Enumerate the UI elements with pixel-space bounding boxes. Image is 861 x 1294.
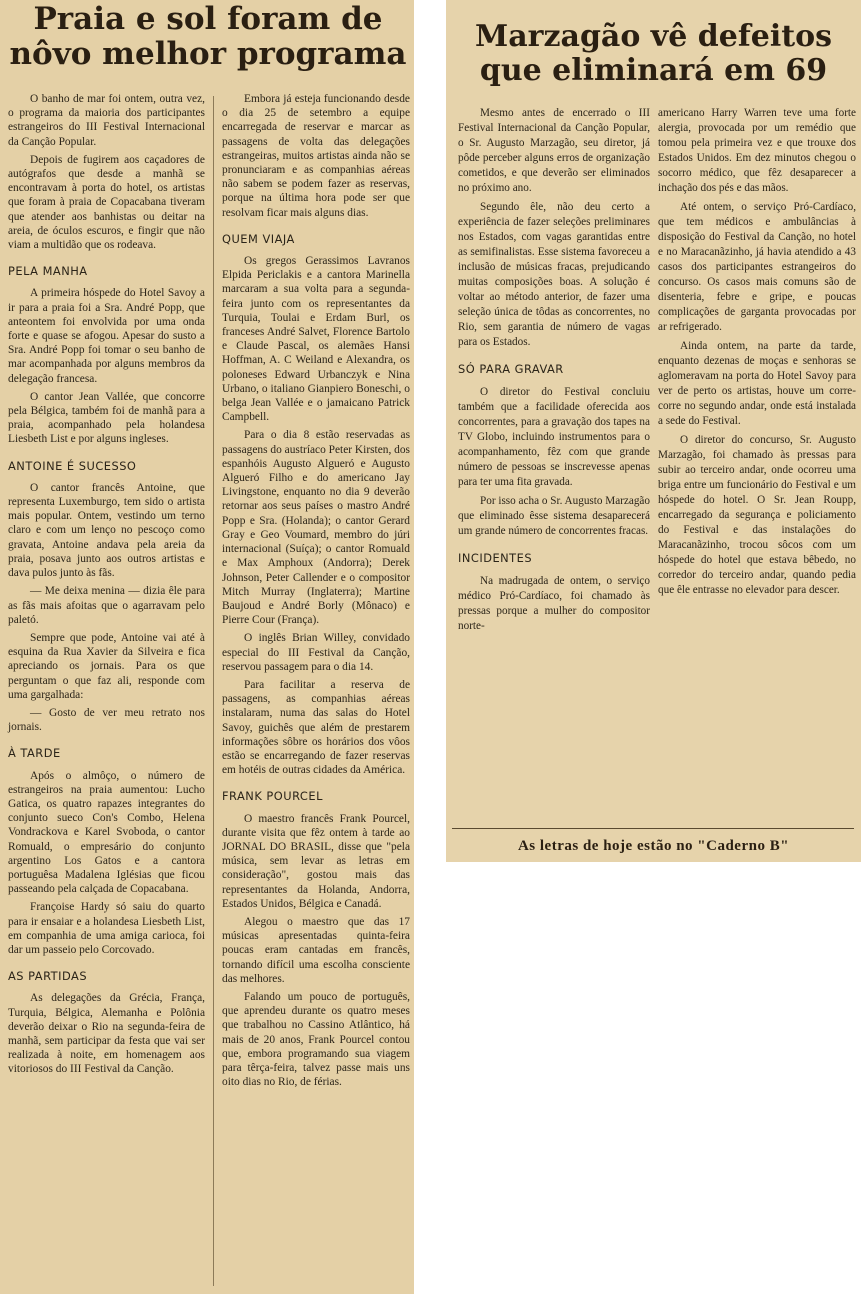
section-heading: À TARDE [8, 746, 61, 761]
left-headline [6, 2, 410, 71]
paragraph: O cantor Jean Vallée, que concorre pela Bélgica, também foi de manhã para a praia, acompanhado pela holandesa Liesbeth List e por alguns ingleses. [8, 390, 205, 446]
left-headline-line1: Praia e sol foram de [33, 1, 383, 37]
right-clipping [446, 0, 861, 862]
paragraph: Mesmo antes de encerrado o III Festival Internacional da Canção Popular, o Sr. Augusto Marzagão, seu diretor, já pôde perceber alguns erros de organização cometidos, e que deverão ser eliminados no próximo ano. [458, 107, 650, 194]
column-divider [213, 96, 214, 1286]
left-headline-line2: nôvo melhor programa [9, 35, 407, 72]
paragraph: Françoise Hardy só saiu do quarto para ir ensaiar e a holandesa Liesbeth List, em companhia de uma amiga carioca, foi dar um passeio pelo Corcovado. [8, 901, 205, 956]
section-heading: AS PARTIDAS [8, 969, 88, 984]
paragraph: Alegou o maestro que das 17 músicas apresentadas quinta-feira poucas eram cantadas em francês, tornando difícil uma escolha consciente das melhores. [222, 915, 410, 985]
paragraph: Por isso acha o Sr. Augusto Marzagão que eliminado êsse sistema desaparecerá um grande número de concorrentes fracas. [458, 495, 650, 537]
paragraph: Segundo êle, não deu certo a experiência de fazer seleções preliminares nos Estados, com vagas garantidas entre as semifinalistas. Esse sistema favoreceu a inclusão de músicas fracas, prejudicando muitas composições boas. A solução é voltar ao método anterior, de fazer uma seleção única de tôdas as concorrentes, no Rio, sem garantia de número de vagas para os Estados. [458, 201, 650, 348]
paragraph: Embora já esteja funcionando desde o dia 25 de setembro a equipe encarregada de reservar e marcar as passagens de volta das delegações estrangeiras, muitos artistas ainda não se pronunciaram e as companhias aéreas não sabem se podem fazer as reservas, porque na última hora pode ser que resolvam ficar mais alguns dias. [222, 93, 410, 219]
paragraph: Depois de fugirem aos caçadores de autógrafos que desde a manhã se encontravam à porta do hotel, os artistas que foram à praia de Copacabana tiveram que atender aos banhistas ou deitar na areia, de óculos escuros, e fingir que não viam a multidão que os rodeava. [8, 153, 205, 252]
left-clipping [0, 0, 414, 1294]
paragraph: Para o dia 8 estão reservadas as passagens do austríaco Peter Kirsten, dos espanhóis Augusto Algueró e Augusto Algueró Filho e do americano Jay Livingstone, enquanto no dia 9 deverão retornar aos seus países o mastro André Popp e Sra. (Holanda); o cantor Gerard Gray e Geo Voumard, membro do júri internacional (Suíça); o cantor Romuald e Max Amphoux (Andorra); Derek Johnson, Peter Callender e o compositor Mitch Murray (Inglaterra); Martine Baujoud e André Borly (Mônaco) e Pierre Cour (França). [222, 429, 410, 627]
section-heading: INCIDENTES [458, 551, 533, 565]
paragraph: americano Harry Warren teve uma forte alergia, provocada por um remédio que tomou pela primeira vez e que trouxe dos Estados Unidos. Em dez minutos chegou o socorro médico, que fêz desaparecer a inchação dos pés e das mãos. [658, 107, 856, 194]
paragraph: As delegações da Grécia, França, Turquia, Bélgica, Alemanha e Polônia deverão deixar o Rio na segunda-feira de manhã, sem participar da festa que vai ser realizada à noite, em homenagem aos vitoriosos do III Festival da Canção. [8, 992, 205, 1076]
section-heading: PELA MANHA [8, 264, 88, 279]
section-heading: QUEM VIAJA [222, 231, 295, 246]
right-column-2 [658, 106, 856, 602]
paragraph: Na madrugada de ontem, o serviço médico Pró-Cardíaco, foi chamado às pressas porque a mulher do compositor norte- [458, 575, 650, 632]
paragraph: O diretor do concurso, Sr. Augusto Marzagão, foi chamado às pressas para subir ao terceiro andar, onde ocorreu uma briga entre um funcionário do Festival e um hóspede do hotel. O Sr. Jean Roupp, encarregado da segurança e policiamento do Festival e das instalações do Maracanãzinho, trocou sôcos com um hóspede do hotel que estava bêbedo, no corredor do terceiro andar, quando pedia que êle entrasse no elevador para descer. [658, 434, 856, 596]
paragraph: O diretor do Festival concluiu também que a facilidade oferecida aos concorrentes, para a gravação dos tapes na TV Globo, incluindo instrumentos para o acompanhamento, fêz com que grande número de pessoas se inscrevesse apenas para ter uma fita gravada. [458, 386, 650, 488]
paragraph: — Me deixa menina — dizia êle para as fãs mais afoitas que o agarravam pelo paletó. [8, 585, 205, 626]
paragraph: O maestro francês Frank Pourcel, durante visita que fêz ontem à tarde ao JORNAL DO BRASIL, disse que "pela música, sem levar as letras em consideração", gostou mais das representantes da Holanda, Andorra, Estados Unidos, Bélgica e Canadá. [222, 812, 410, 910]
paragraph: — Gosto de ver meu retrato nos jornais. [8, 706, 205, 734]
paragraph: Falando um pouco de português, que aprendeu durante os quatro meses que trabalhou no Cassino Atlântico, há mais de 20 anos, Frank Pourcel contou que, embora programando sua viagem para têrça-feira, talvez passe mais uns oito dias no Rio, de férias. [222, 990, 410, 1089]
paragraph: Para facilitar a reserva de passagens, as companhias aéreas instalaram, numa das salas do Hotel Savoy, guichês que além de prestarem informações sôbre os horários dos vôos estão se encarregando de fazer reservas em hotéis de outras cidades da América. [222, 678, 410, 777]
section-heading: FRANK POURCEL [222, 789, 323, 804]
right-headline [446, 20, 861, 87]
paragraph: O cantor francês Antoine, que representa Luxemburgo, tem sido o artista mais popular. Ontem, vestindo um terno claro e com um lenço no pescoço como gravata, Antoine andava pela areia da praia, posava junto aos outros artistas e dava pulos junto às fãs. [8, 481, 205, 580]
left-column-2 [222, 92, 410, 1093]
paragraph: Sempre que pode, Antoine vai até à esquina da Rua Xavier da Silveira e fica apreciando os jornais. Para os que perguntam o que faz ali, responde com uma gargalhada: [8, 631, 205, 701]
right-headline-line2: que eliminará em 69 [479, 52, 828, 88]
right-column-1 [458, 106, 650, 638]
footer-rule [452, 828, 854, 829]
paragraph: Ainda ontem, na parte da tarde, enquanto dezenas de moças e senhoras se aglomeravam na porta do Hotel Savoy para ver de perto os artistas, houve um corre-corre no segundo andar, onde está instalada a sede do Festival. [658, 340, 856, 427]
section-heading: ANTOINE É SUCESSO [8, 458, 137, 473]
paragraph: Após o almôço, o número de estrangeiros na praia aumentou: Lucho Gatica, os quatro rapazes integrantes do conjunto sueco Con's Combo, Helena Vondrackova e Karel Svoboda, o cantor Romuald, o empresário do conjunto argentino Los Gatos e a cantora portuguêsa Madalena Iglésias que ficou passeando pela calçada de Copacabana. [8, 769, 205, 896]
paragraph: O banho de mar foi ontem, outra vez, o programa da maioria dos participantes estrangeiros do III Festival Internacional da Canção Popular. [8, 93, 205, 148]
paragraph: Até ontem, o serviço Pró-Cardíaco, que tem médicos e ambulâncias à disposição do Festival da Canção, no hotel e no Maracanãzinho, já havia atendido a 43 casos dos participantes estrangeiros do concurso. Os casos mais comuns são de disenteria, febre e gripe, e poucas complicações de garganta provocadas por ar refrigerado. [658, 201, 856, 333]
caderno-b-note: As letras de hoje estão no "Caderno B" [517, 838, 790, 854]
paragraph: A primeira hóspede do Hotel Savoy a ir para a praia foi a Sra. André Popp, que anteontem foi envolvida por uma onda forte e quase se afogou. Apesar do susto a Sra. André Popp foi tomar o seu banho de mar acompanhada por alguns membros da delegação francesa. [8, 287, 205, 385]
left-column-1 [8, 92, 205, 1081]
paragraph: Os gregos Gerassimos Lavranos Elpida Periclakis e a cantora Marinella marcaram a sua volta para a segunda-feira junto com os representantes da Turquia, Toulai e Erdam Burl, os franceses André Salvet, Florence Bartolo e Claude Pascal, os alemães Hansi Hoffman, A. C Weiland e Alexandra, os poloneses Edward Urbanczyk e Nina Urbano, o italiano Gianpiero Boneschi, o belga Jean Vallée e o jamaicano Patrick Campbell. [222, 255, 410, 424]
section-heading: SÓ PARA GRAVAR [458, 362, 564, 376]
right-headline-line1: Marzagão vê defeitos [475, 19, 832, 54]
paragraph: O inglês Brian Willey, convidado especial do III Festival da Canção, reservou passagem para o dia 14. [222, 632, 410, 673]
